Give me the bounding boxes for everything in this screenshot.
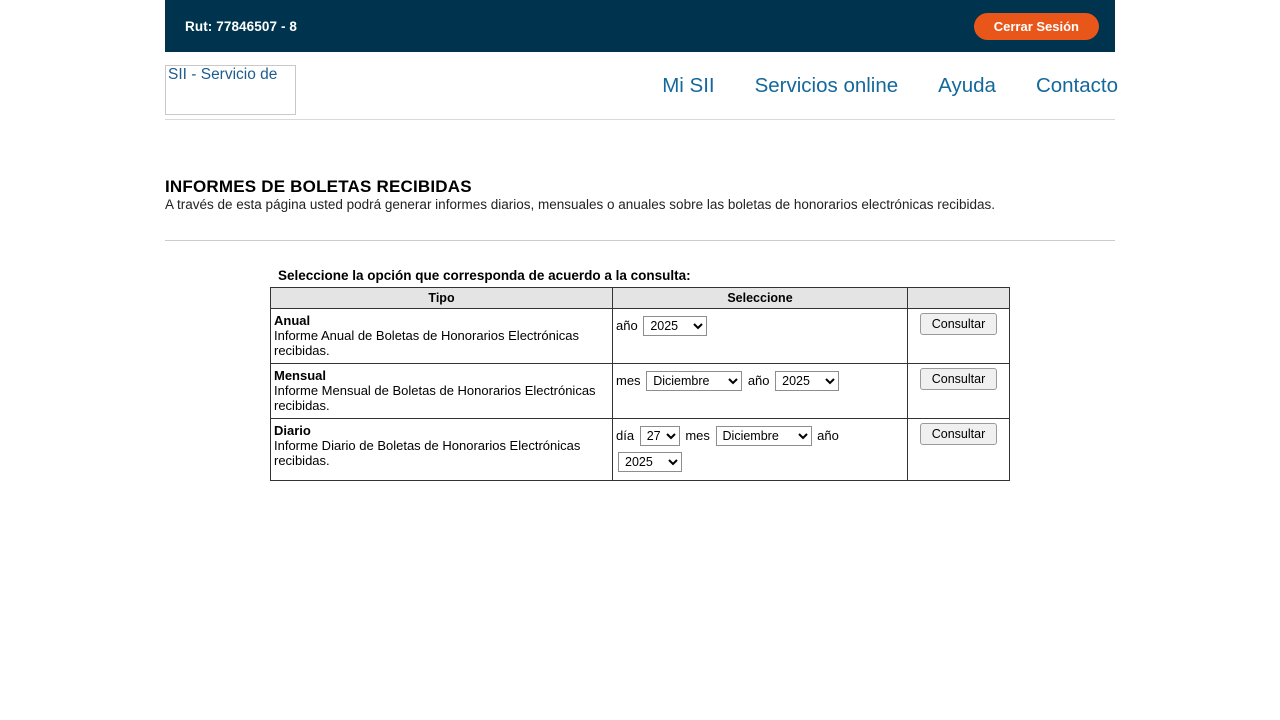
site-navigation — [165, 52, 1118, 120]
consultar-button-anual[interactable]: Consultar — [920, 313, 998, 335]
label-mes-diario: mes — [685, 428, 710, 443]
label-mes-mensual: mes — [616, 373, 641, 388]
logo-alt-text: SII - Servicio de — [168, 65, 278, 83]
select-mes-mensual[interactable] — [646, 371, 742, 391]
row-selectors-diario — [613, 419, 908, 481]
tipo-description: Informe Mensual de Boletas de Honorarios Electrónicas recibidas. — [274, 383, 596, 413]
tipo-description: Informe Diario de Boletas de Honorarios Electrónicas recibidas. — [274, 438, 581, 468]
table-row — [271, 364, 1010, 419]
page-intro-text: A través de esta página usted podrá generar informes diarios, mensuales o anuales sobre las boletas de honorarios electrónicas recibidas. — [165, 197, 995, 212]
content-frame — [165, 0, 1118, 120]
tipo-title: Mensual — [274, 368, 327, 383]
select-dia-diario[interactable] — [640, 426, 680, 446]
tipo-description: Informe Anual de Boletas de Honorarios Electrónicas recibidas. — [274, 328, 579, 358]
selection-instruction: Seleccione la opción que corresponda de acuerdo a la consulta: — [278, 268, 691, 283]
row-tipo-mensual — [271, 364, 613, 419]
table-row — [271, 419, 1010, 481]
row-selectors-mensual — [613, 364, 908, 419]
column-header-action — [908, 288, 1010, 309]
select-anio-anual[interactable] — [643, 316, 707, 336]
select-mes-diario[interactable] — [716, 426, 812, 446]
tipo-title: Anual — [274, 313, 311, 328]
column-header-seleccione: Seleccione — [613, 288, 908, 309]
rut-label: Rut: 77846507 - 8 — [185, 18, 298, 34]
row-action-anual — [908, 309, 1010, 364]
row-tipo-diario — [271, 419, 613, 481]
column-header-tipo: Tipo — [271, 288, 613, 309]
nav-links — [642, 74, 1118, 98]
reports-table — [270, 287, 1010, 481]
page-title: INFORMES DE BOLETAS RECIBIDAS — [165, 177, 472, 196]
nav-item-servicios-online[interactable]: Servicios online — [754, 73, 899, 97]
row-action-mensual — [908, 364, 1010, 419]
logout-button[interactable]: Cerrar Sesión — [974, 13, 1099, 40]
sii-logo-broken-image — [165, 65, 296, 115]
row-tipo-anual — [271, 309, 613, 364]
nav-item-ayuda[interactable]: Ayuda — [938, 73, 996, 97]
nav-item-contacto[interactable]: Contacto — [1035, 73, 1118, 97]
table-row — [271, 309, 1010, 364]
nav-item-mi-sii[interactable]: Mi SII — [662, 73, 715, 97]
consultar-button-diario[interactable]: Consultar — [920, 423, 998, 445]
select-anio-mensual[interactable] — [775, 371, 839, 391]
label-anio-mensual: año — [747, 373, 770, 388]
row-selectors-anual — [613, 309, 908, 364]
label-dia-diario: día — [616, 428, 635, 443]
select-anio-diario[interactable] — [618, 452, 682, 472]
row-action-diario — [908, 419, 1010, 481]
label-anio-diario: año — [817, 428, 839, 443]
table-header-row — [271, 288, 1010, 309]
tipo-title: Diario — [274, 423, 311, 438]
consultar-button-mensual[interactable]: Consultar — [920, 368, 998, 390]
label-anio-anual: año — [616, 318, 638, 333]
section-divider — [165, 240, 1115, 241]
session-topbar — [165, 0, 1115, 52]
